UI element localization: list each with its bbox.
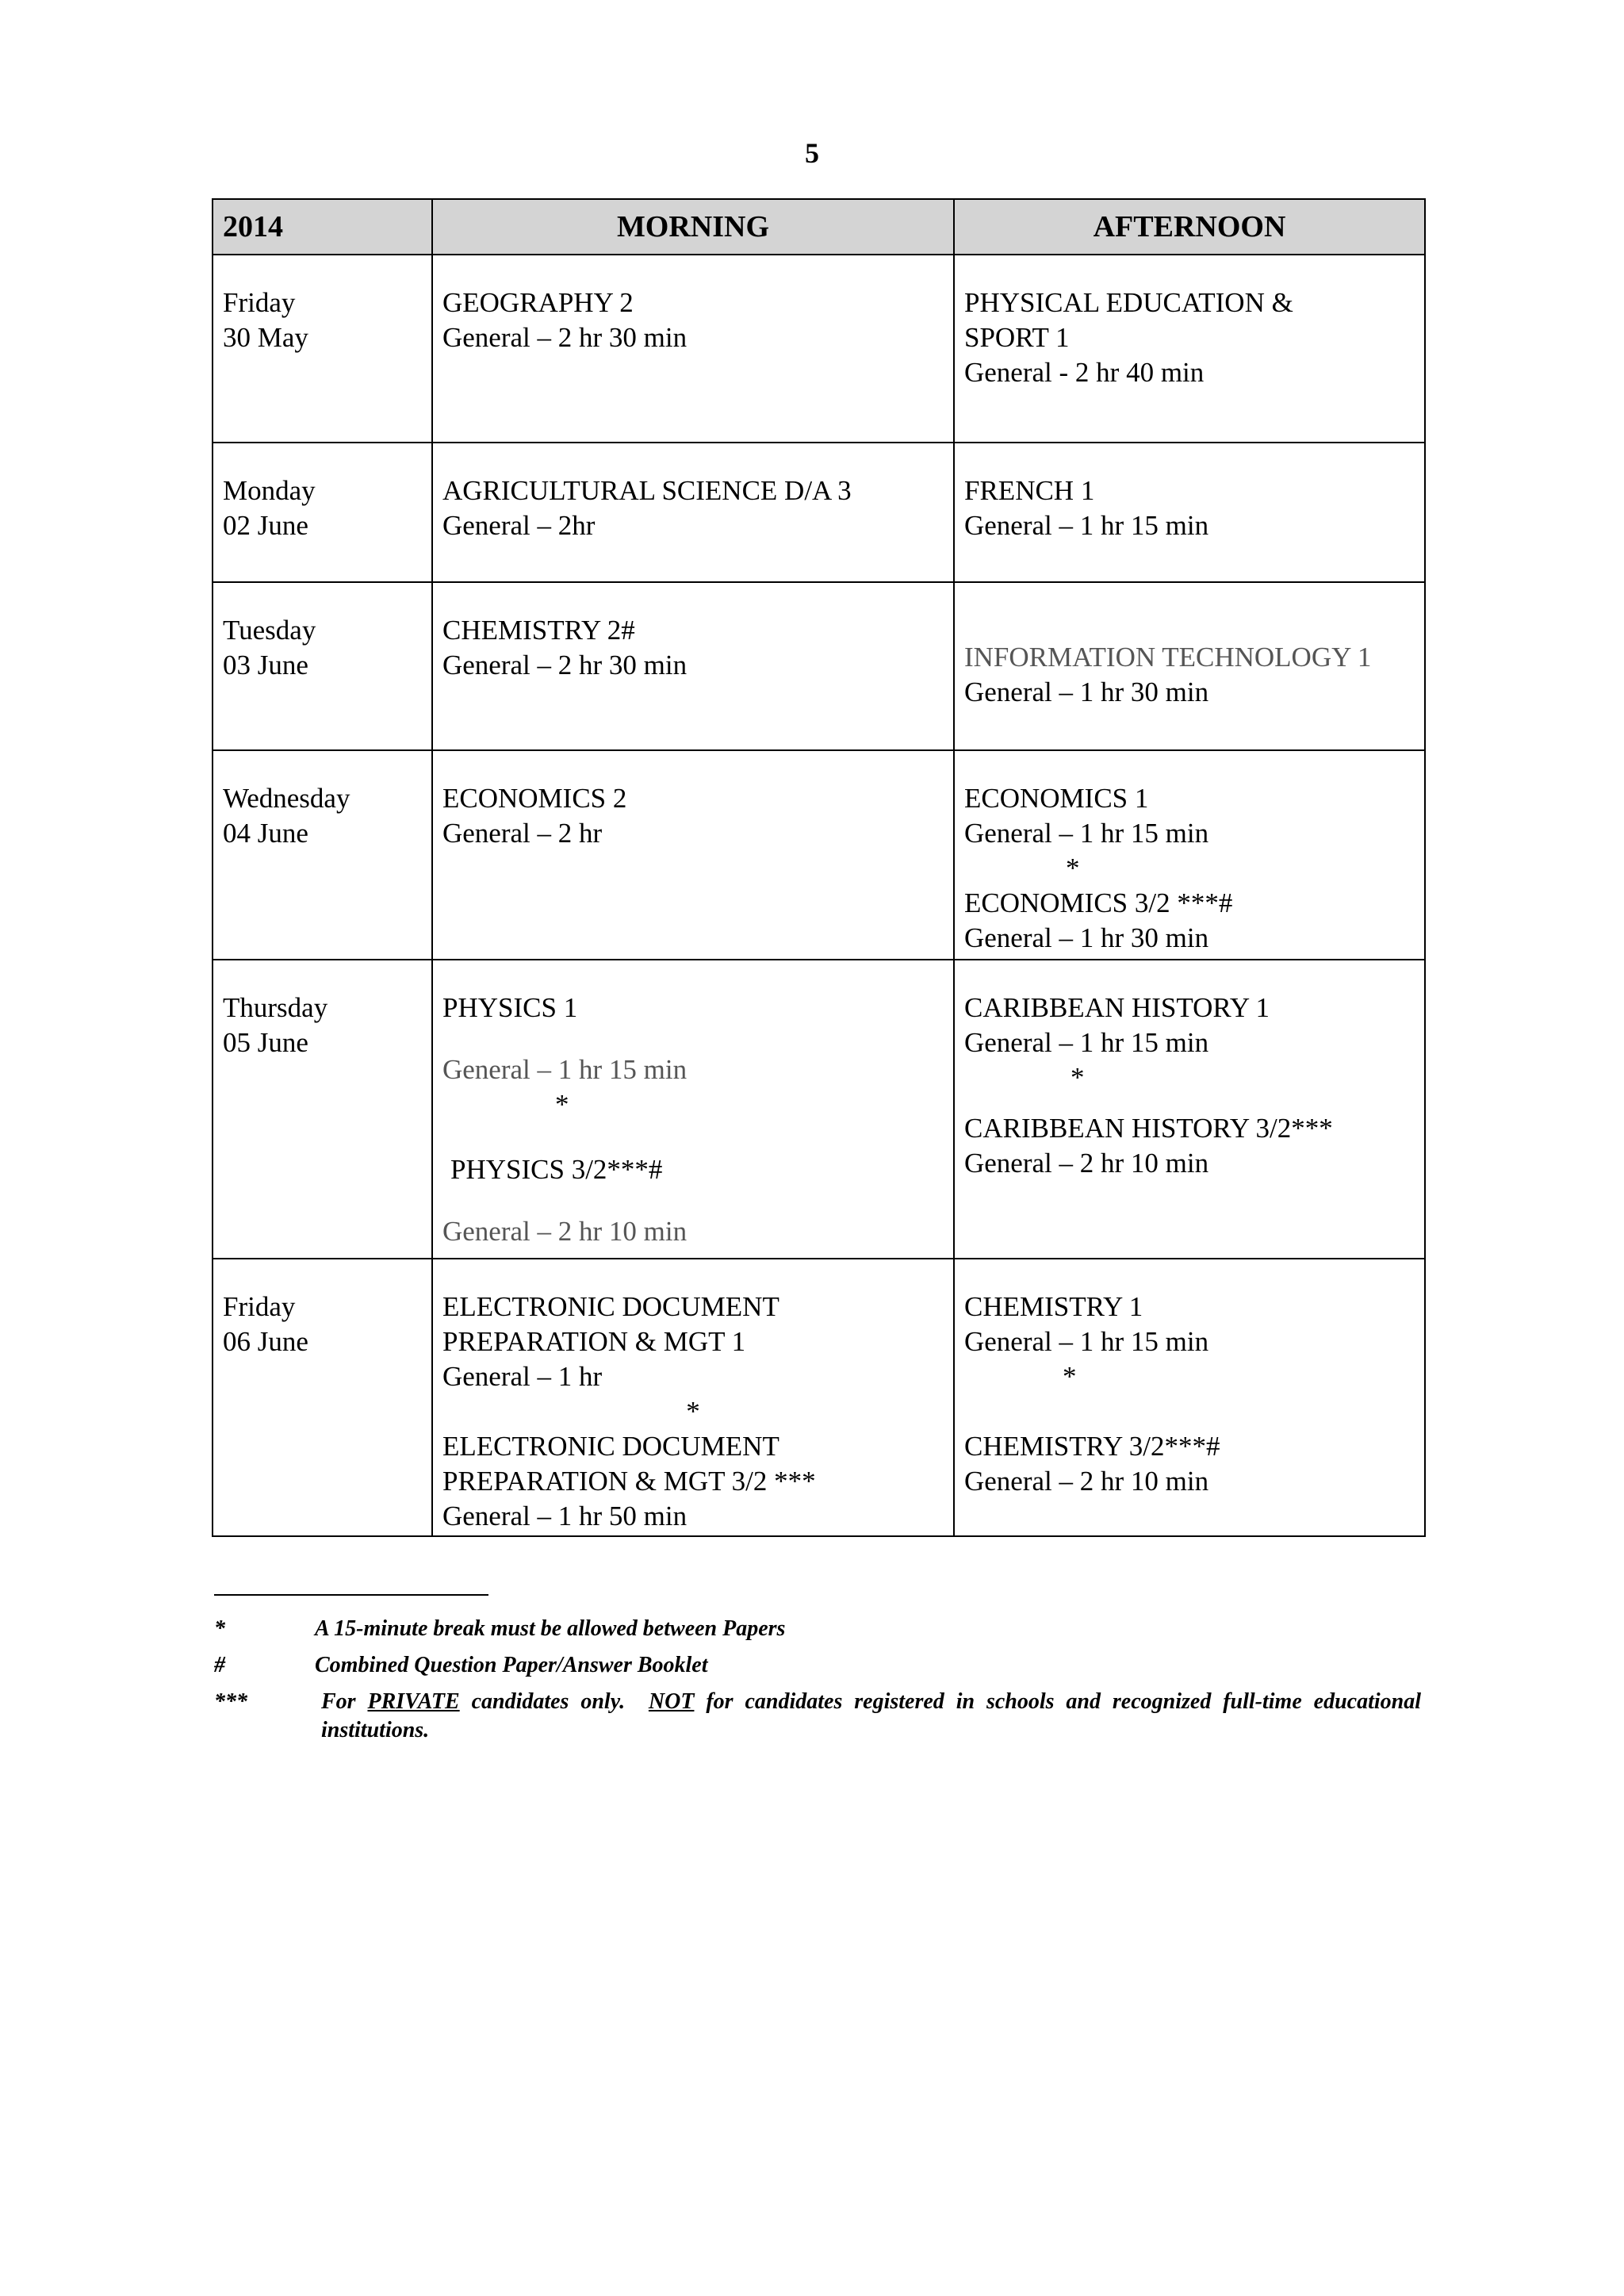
day-cell (213, 443, 432, 582)
table-row (213, 443, 1425, 582)
day-name: Thursday (223, 992, 328, 1023)
paper-duration: General – 2 hr 10 min (964, 1466, 1209, 1497)
break-marker: * (555, 1089, 569, 1120)
break-marker: * (1063, 1361, 1077, 1392)
day-cell (213, 960, 432, 1259)
paper-title: CARIBBEAN HISTORY 1 (964, 992, 1270, 1023)
table-row (213, 1259, 1425, 1536)
header-afternoon: AFTERNOON (954, 199, 1425, 255)
break-marker: * (686, 1396, 700, 1427)
paper-title: ELECTRONIC DOCUMENT (442, 1291, 779, 1322)
morning-cell (432, 255, 954, 443)
day-cell (213, 750, 432, 960)
paper-title: FRENCH 1 (964, 475, 1095, 506)
paper-duration: General – 2 hr 10 min (964, 1148, 1209, 1179)
paper-title: PREPARATION & MGT 3/2 *** (442, 1466, 816, 1497)
day-name: Monday (223, 475, 316, 506)
table-row (213, 960, 1425, 1259)
paper-duration: General – 2 hr 30 min (442, 322, 688, 353)
paper-duration: General - 2 hr 40 min (964, 357, 1205, 388)
paper-title: GEOGRAPHY 2 (442, 287, 634, 318)
paper-duration: General – 2 hr 30 min (442, 650, 688, 680)
footnote-text: A 15-minute break must be allowed between Papers (315, 1616, 786, 1641)
footnote-text-part: For (321, 1689, 368, 1714)
day-date: 02 June (223, 510, 308, 541)
paper-title: INFORMATION TECHNOLOGY 1 (964, 642, 1372, 673)
paper-duration: General – 1 hr 15 min (964, 818, 1209, 849)
header-morning: MORNING (432, 199, 954, 255)
paper-duration: General – 1 hr 50 min (442, 1501, 688, 1531)
paper-title: PREPARATION & MGT 1 (442, 1326, 746, 1357)
paper-title: AGRICULTURAL SCIENCE D/A 3 (442, 475, 852, 506)
day-date: 30 May (223, 322, 308, 353)
footnotes (214, 1594, 1421, 1753)
paper-duration: General – 1 hr (442, 1361, 603, 1392)
paper-title: ECONOMICS 2 (442, 783, 627, 814)
not-emphasis: NOT (648, 1689, 695, 1714)
paper-title: PHYSICAL EDUCATION & (964, 287, 1293, 318)
table-row (213, 582, 1425, 750)
paper-duration: General – 2hr (442, 510, 596, 541)
day-name: Wednesday (223, 783, 350, 814)
table-row (213, 255, 1425, 443)
paper-duration: General – 1 hr 15 min (964, 1326, 1209, 1357)
afternoon-cell (954, 582, 1425, 750)
day-name: Tuesday (223, 615, 316, 646)
paper-title: PHYSICS 3/2***# (450, 1154, 663, 1185)
day-name: Friday (223, 1291, 296, 1322)
break-marker: * (1071, 1062, 1085, 1093)
footnote-symbol: * (214, 1616, 225, 1641)
afternoon-cell (954, 960, 1425, 1259)
paper-title: ECONOMICS 3/2 ***# (964, 887, 1233, 918)
paper-duration: General – 2 hr (442, 818, 603, 849)
footnote-combined-booklet (214, 1651, 1421, 1680)
paper-title: PHYSICS 1 (442, 992, 578, 1023)
morning-cell (432, 582, 954, 750)
day-cell (213, 1259, 432, 1536)
afternoon-cell (954, 750, 1425, 960)
paper-title: ELECTRONIC DOCUMENT (442, 1431, 779, 1462)
footnote-symbol: *** (214, 1689, 247, 1714)
footnote-symbol: # (214, 1653, 225, 1677)
footnote-break (214, 1615, 1421, 1643)
day-cell (213, 582, 432, 750)
paper-duration: General – 1 hr 30 min (964, 677, 1209, 707)
day-date: 04 June (223, 818, 308, 849)
header-year: 2014 (213, 199, 432, 255)
paper-duration: General – 1 hr 15 min (964, 510, 1209, 541)
paper-duration: General – 2 hr 10 min (442, 1216, 688, 1247)
page-number: 5 (805, 137, 819, 169)
footnote-text-part: for candidates registered in schools and recognized full-time educational institutions. (321, 1689, 1422, 1742)
private-emphasis: PRIVATE (367, 1689, 460, 1714)
paper-title: CHEMISTRY 3/2***# (964, 1431, 1220, 1462)
paper-duration: General – 1 hr 30 min (964, 922, 1209, 953)
afternoon-cell (954, 443, 1425, 582)
morning-cell (432, 443, 954, 582)
afternoon-cell (954, 255, 1425, 443)
paper-title: CHEMISTRY 1 (964, 1291, 1143, 1322)
break-marker: * (1066, 853, 1080, 884)
day-date: 06 June (223, 1326, 308, 1357)
day-date: 03 June (223, 650, 308, 680)
header-row (213, 199, 1425, 255)
footnote-private-candidates (214, 1688, 1421, 1745)
morning-cell (432, 960, 954, 1259)
day-name: Friday (223, 287, 296, 318)
table-row (213, 750, 1425, 960)
day-date: 05 June (223, 1027, 308, 1058)
paper-title: CHEMISTRY 2# (442, 615, 635, 646)
footnote-text (321, 1688, 1421, 1745)
footnote-text: Combined Question Paper/Answer Booklet (315, 1653, 708, 1677)
morning-cell (432, 1259, 954, 1536)
afternoon-cell (954, 1259, 1425, 1536)
paper-title: SPORT 1 (964, 322, 1070, 353)
day-cell (213, 255, 432, 443)
footnote-text-part: candidates only. (459, 1689, 649, 1714)
footnote-divider (214, 1594, 488, 1596)
exam-timetable (212, 198, 1426, 1537)
paper-title: ECONOMICS 1 (964, 783, 1149, 814)
paper-duration: General – 1 hr 15 min (442, 1054, 688, 1085)
paper-duration: General – 1 hr 15 min (964, 1027, 1209, 1058)
morning-cell (432, 750, 954, 960)
paper-title: CARIBBEAN HISTORY 3/2*** (964, 1113, 1333, 1144)
